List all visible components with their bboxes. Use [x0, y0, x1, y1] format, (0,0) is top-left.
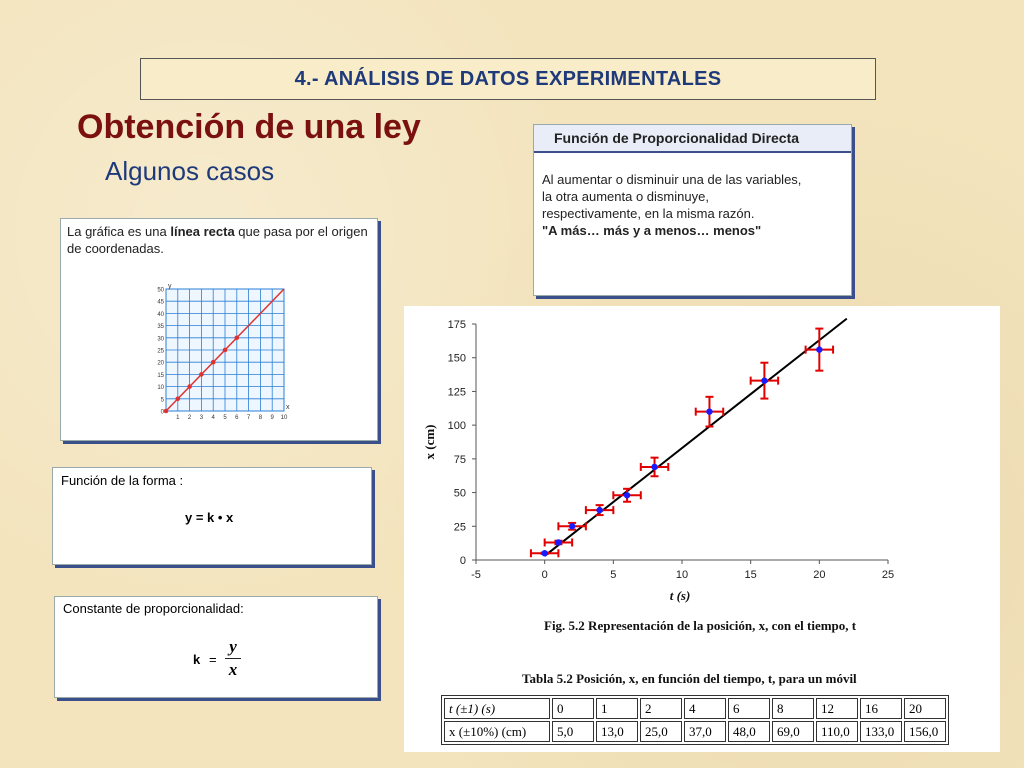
mini-point	[223, 348, 228, 353]
mini-line-graph	[156, 281, 356, 421]
function-formula: y = k • x	[185, 510, 234, 525]
mini-point	[235, 336, 240, 341]
prop-line-3: respectivamente, en la misma razón.	[542, 206, 755, 221]
x-tick-label: 5	[610, 569, 617, 581]
mini-y-tick: 5	[160, 397, 164, 404]
table-cell: 110,0	[816, 721, 858, 742]
position-time-chart	[404, 306, 1000, 611]
x-tick-label: 20	[813, 569, 826, 581]
fraction	[225, 637, 241, 680]
mini-point	[211, 360, 216, 365]
mini-x-label: x	[286, 404, 290, 411]
table-cell: 4	[684, 698, 726, 719]
straight-line-panel	[60, 218, 378, 441]
fraction-denominator: x	[228, 660, 238, 679]
data-point-group	[696, 397, 723, 427]
data-table	[441, 695, 949, 745]
mini-point	[176, 397, 181, 402]
table-cell: 8	[772, 698, 814, 719]
mini-x-tick: 3	[199, 415, 204, 421]
function-form-panel	[52, 467, 372, 565]
x-tick-label: 25	[881, 569, 895, 581]
table-row-time	[444, 698, 946, 719]
x-tick-label: -5	[471, 569, 481, 581]
table-cell: 16	[860, 698, 902, 719]
table-cell: 5,0	[552, 721, 594, 742]
function-form-title: Función de la forma :	[61, 473, 184, 488]
figure-caption: Fig. 5.2 Representación de la posición, x, con el tiempo, t	[544, 618, 857, 633]
mini-y-tick: 45	[157, 299, 164, 306]
y-tick-label: 50	[453, 487, 466, 500]
mini-y-tick: 10	[157, 385, 164, 392]
x-tick-label: 15	[744, 569, 757, 581]
mini-x-tick: 4	[211, 415, 215, 421]
y-tick-label: 175	[447, 319, 466, 331]
data-point	[596, 507, 602, 513]
table-cell: 69,0	[772, 721, 814, 742]
proportionality-header: Función de Proporcionalidad Directa	[534, 125, 851, 153]
table-cell: 0	[552, 698, 594, 719]
proportionality-text	[534, 153, 851, 239]
mini-x-tick: 6	[235, 415, 239, 421]
line-text-bold: línea recta	[170, 224, 235, 239]
constant-panel	[54, 596, 378, 698]
table-cell: 1	[596, 698, 638, 719]
slide-title: 4.- ANÁLISIS DE DATOS EXPERIMENTALES	[294, 67, 722, 90]
slide-title-box	[140, 58, 876, 100]
data-point	[624, 492, 630, 498]
data-point-group	[641, 458, 668, 477]
mini-y-tick: 25	[157, 348, 164, 355]
mini-x-tick: 1	[176, 415, 180, 421]
mini-y-tick: 30	[157, 336, 164, 343]
data-point-group	[531, 549, 558, 557]
y-tick-label: 25	[453, 521, 466, 534]
mini-y-label: y	[168, 283, 172, 290]
mini-point	[187, 384, 192, 389]
fit-line	[545, 319, 847, 556]
table-cell: 133,0	[860, 721, 902, 742]
table-cell: 12	[816, 698, 858, 719]
line-text-b: que pasa por el origen de coordenadas.	[67, 224, 368, 256]
data-point	[706, 408, 712, 414]
data-point-group	[545, 538, 572, 546]
table-header-position: x (±10%) (cm)	[444, 721, 550, 742]
data-point-group	[751, 363, 778, 399]
k-label: k	[193, 652, 201, 667]
mini-x-tick: 7	[246, 415, 251, 421]
data-point-group	[586, 505, 613, 515]
mini-x-tick: 8	[258, 415, 263, 421]
mini-x-tick: 9	[270, 415, 274, 421]
mini-y-tick: 20	[157, 360, 164, 367]
x-axis-label: t (s)	[669, 588, 691, 603]
data-point	[651, 464, 657, 470]
y-tick-label: 125	[447, 386, 466, 399]
table-cell: 13,0	[596, 721, 638, 742]
x-tick-label: 10	[675, 569, 689, 581]
table-cell: 37,0	[684, 721, 726, 742]
mini-x-tick: 5	[223, 415, 227, 421]
heading: Obtención de una ley	[77, 108, 421, 146]
y-tick-label: 75	[453, 453, 466, 466]
data-point	[569, 523, 575, 529]
figure-panel	[404, 306, 1000, 752]
mini-point	[164, 409, 169, 414]
y-tick-label: 100	[447, 420, 466, 433]
table-caption: Tabla 5.2 Posición, x, en función del tiempo, t, para un móvil	[522, 671, 857, 686]
data-point	[555, 539, 561, 545]
x-tick-label: 0	[541, 569, 548, 581]
data-point-group	[558, 522, 585, 530]
mini-point	[199, 372, 204, 377]
mini-y-tick: 50	[157, 287, 164, 294]
mini-y-tick: 35	[157, 324, 164, 331]
table-cell: 6	[728, 698, 770, 719]
mini-y-tick: 0	[160, 409, 164, 416]
prop-line-1: Al aumentar o disminuir una de las variables,	[542, 172, 802, 187]
table-header-time: t (±1) (s)	[444, 698, 550, 719]
prop-line-4: "A más… más y a menos… menos"	[542, 223, 762, 238]
proportionality-panel	[533, 124, 852, 296]
table-row-position	[444, 721, 946, 742]
data-point	[816, 346, 822, 352]
mini-x-tick: 10	[280, 415, 288, 421]
subheading: Algunos casos	[105, 156, 275, 186]
data-point	[761, 377, 767, 383]
straight-line-text	[61, 219, 377, 261]
fraction-bar	[225, 658, 241, 659]
equals-sign: =	[209, 652, 217, 667]
mini-x-tick: 2	[187, 415, 192, 421]
mini-y-tick: 40	[157, 311, 164, 318]
data-point-group	[806, 329, 833, 371]
data-point	[541, 550, 547, 556]
table-cell: 25,0	[640, 721, 682, 742]
y-tick-label: 150	[447, 352, 466, 365]
constant-title: Constante de proporcionalidad:	[63, 601, 244, 616]
prop-line-2: la otra aumenta o disminuye,	[542, 189, 709, 204]
table-cell: 20	[904, 698, 946, 719]
fraction-numerator: y	[229, 637, 237, 656]
mini-y-tick: 15	[157, 372, 164, 379]
table-cell: 156,0	[904, 721, 946, 742]
table-cell: 2	[640, 698, 682, 719]
table-cell: 48,0	[728, 721, 770, 742]
y-tick-label: 0	[459, 555, 466, 567]
y-axis-label: x (cm)	[422, 424, 437, 460]
line-text-a: La gráfica es una	[67, 224, 171, 239]
